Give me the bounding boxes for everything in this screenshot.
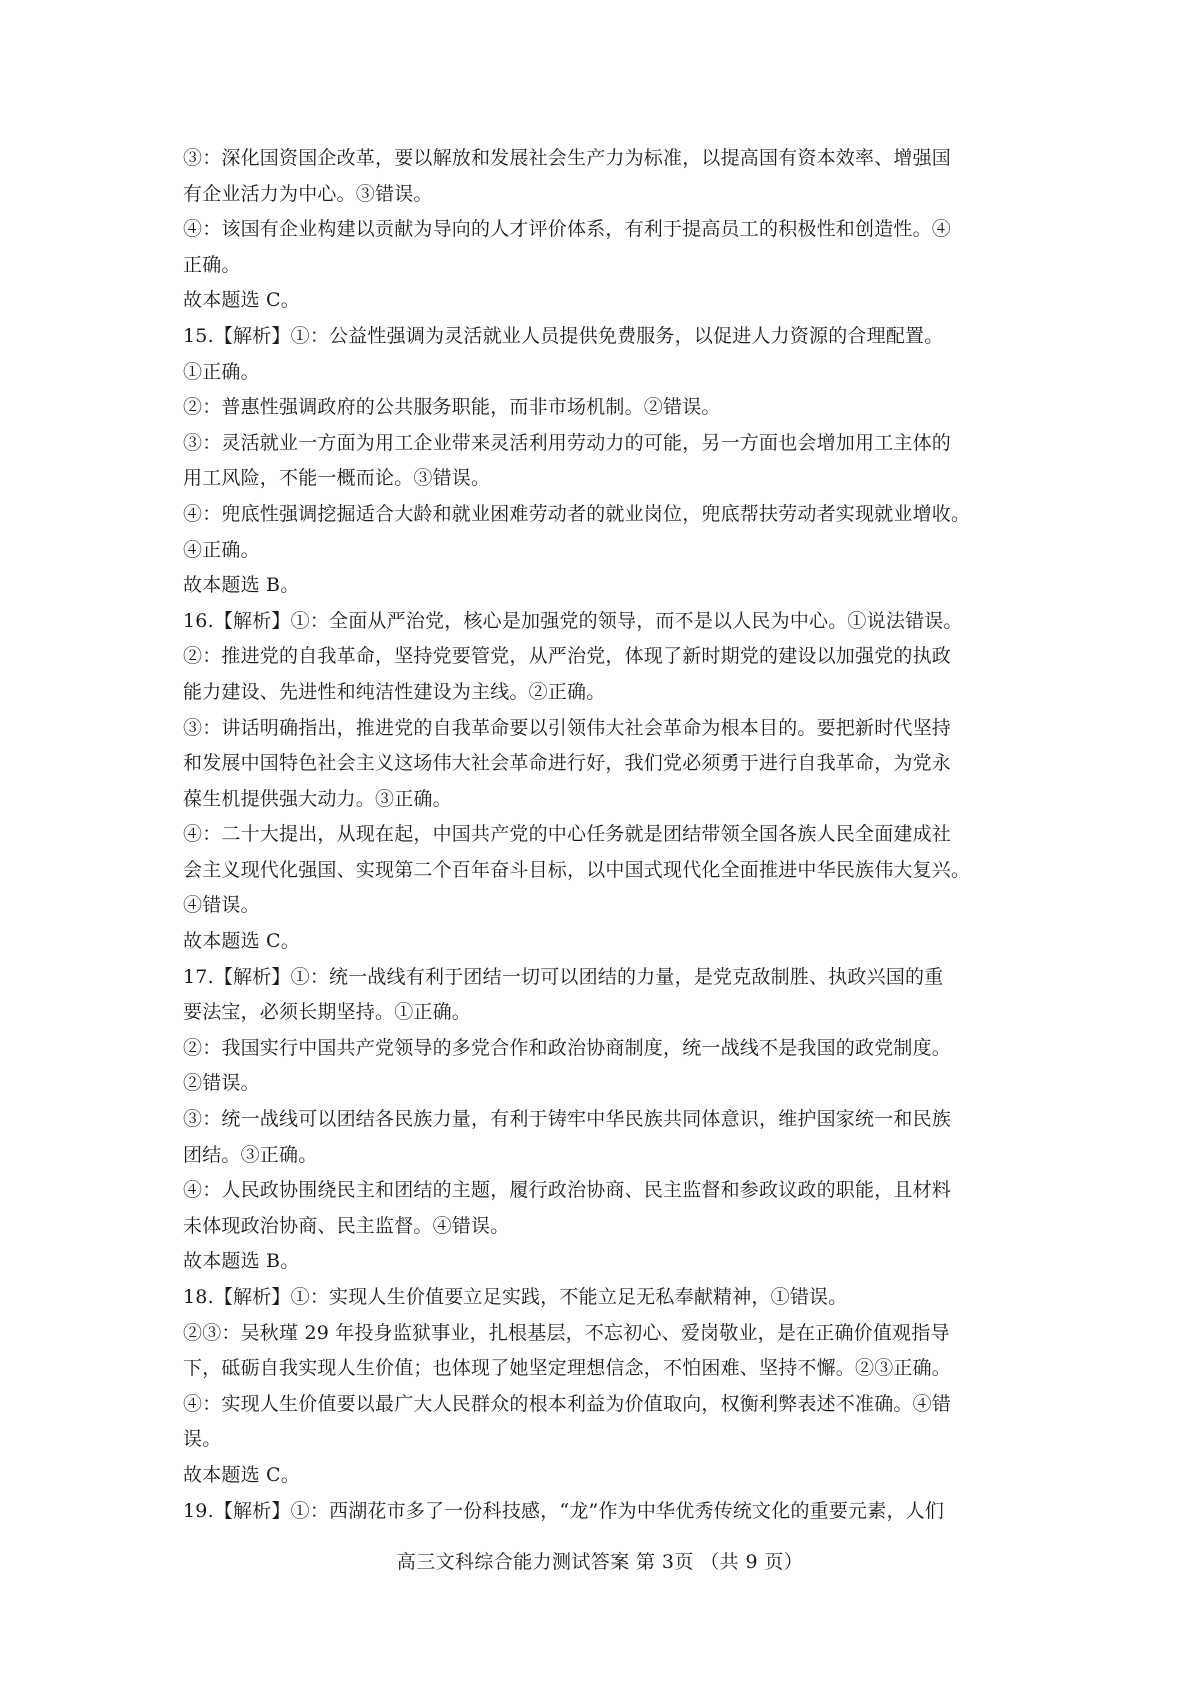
text-line: ③：深化国资国企改革，要以解放和发展社会生产力为标准，以提高国有资本效率、增强国	[183, 147, 952, 169]
text-line: 故本题选 C。	[183, 289, 300, 312]
text-line: ②：我国实行中国共产党领导的多党合作和政治协商制度，统一战线不是我国的政党制度。	[183, 1036, 952, 1059]
text-line: ④：兜底性强调挖掘适合大龄和就业困难劳动者的就业岗位，兜底帮扶劳动者实现就业增收。	[183, 502, 971, 525]
text-line: ④：实现人生价值要以最广大人民群众的根本利益为价值取向，权衡利弊表述不准确。④错	[183, 1392, 952, 1415]
text-line: 故本题选 B。	[183, 1250, 300, 1273]
text-line: 故本题选 B。	[183, 574, 300, 597]
text-line: 葆生机提供强大动力。③正确。	[183, 787, 452, 810]
text-line: 16.【解析】①：全面从严治党，核心是加强党的领导，而不是以人民为中心。①说法错误。	[183, 609, 963, 632]
text-line: 要法宝，必须长期坚持。①正确。	[183, 1001, 472, 1024]
text-line: 18.【解析】①：实现人生价值要立足实践，不能立足无私奉献精神，①错误。	[183, 1286, 848, 1308]
text-line: 和发展中国特色社会主义这场伟大社会革命进行好，我们党必须勇于进行自我革命，为党永	[183, 752, 952, 775]
text-line: ③：统一战线可以团结各民族力量，有利于铸牢中华民族共同体意识，维护国家统一和民族	[183, 1108, 952, 1131]
text-line: ④正确。	[183, 538, 260, 561]
text-line: 团结。③正确。	[183, 1143, 318, 1166]
text-line: 故本题选 C。	[183, 1463, 300, 1486]
text-line: 故本题选 C。	[183, 930, 300, 953]
text-line: 17.【解析】①：统一战线有利于团结一切可以团结的力量，是党克敌制胜、执政兴国的重	[183, 965, 944, 988]
text-line: 有企业活力为中心。③错误。	[183, 182, 433, 205]
page-footer: 高三文科综合能力测试答案 第 3页 （共 9 页）	[396, 1551, 804, 1573]
text-line: ②：普惠性强调政府的公共服务职能，而非市场机制。②错误。	[183, 396, 721, 419]
text-line: ③：讲话明确指出，推进党的自我革命要以引领伟大社会革命为根本目的。要把新时代坚持	[183, 716, 952, 739]
text-line: ②：推进党的自我革命，坚持党要管党，从严治党，体现了新时期党的建设以加强党的执政	[183, 645, 952, 668]
text-line: 误。	[183, 1428, 222, 1451]
text-line: ②③：吴秋瑾 29 年投身监狱事业，扎根基层，不忘初心、爱岗敬业，是在正确价值观指导	[183, 1321, 950, 1344]
text-line: 15.【解析】①：公益性强调为灵活就业人员提供免费服务，以促进人力资源的合理配置。	[183, 324, 944, 347]
text-line: ④：人民政协围绕民主和团结的主题，履行政治协商、民主监督和参政议政的职能，且材料	[183, 1179, 952, 1202]
text-line: 用工风险，不能一概而论。③错误。	[183, 467, 491, 490]
text-line: ④：二十大提出，从现在起，中国共产党的中心任务就是团结带领全国各族人民全面建成社	[183, 823, 952, 846]
answer-text-body	[183, 141, 1023, 1529]
text-line: 正确。	[183, 253, 241, 276]
text-line: ①正确。	[183, 360, 260, 383]
text-line: 未体现政治协商、民主监督。④错误。	[183, 1214, 510, 1237]
text-line: 下，砥砺自我实现人生价值；也体现了她坚定理想信念，不怕困难、坚持不懈。②③正确。	[183, 1357, 952, 1380]
text-line: 会主义现代化强国、实现第二个百年奋斗目标，以中国式现代化全面推进中华民族伟大复兴。	[183, 858, 971, 881]
text-line: ④错误。	[183, 894, 260, 917]
text-line: 能力建设、先进性和纯洁性建设为主线。②正确。	[183, 680, 606, 703]
text-line: ③：灵活就业一方面为用工企业带来灵活利用劳动力的可能，另一方面也会增加用工主体的	[183, 431, 952, 454]
text-line: 19.【解析】①：西湖花市多了一份科技感，“龙”作为中华优秀传统文化的重要元素，人们	[183, 1499, 945, 1522]
text-line: ②错误。	[183, 1072, 260, 1095]
text-line: ④：该国有企业构建以贡献为导向的人才评价体系，有利于提高员工的积极性和创造性。④	[183, 218, 952, 241]
